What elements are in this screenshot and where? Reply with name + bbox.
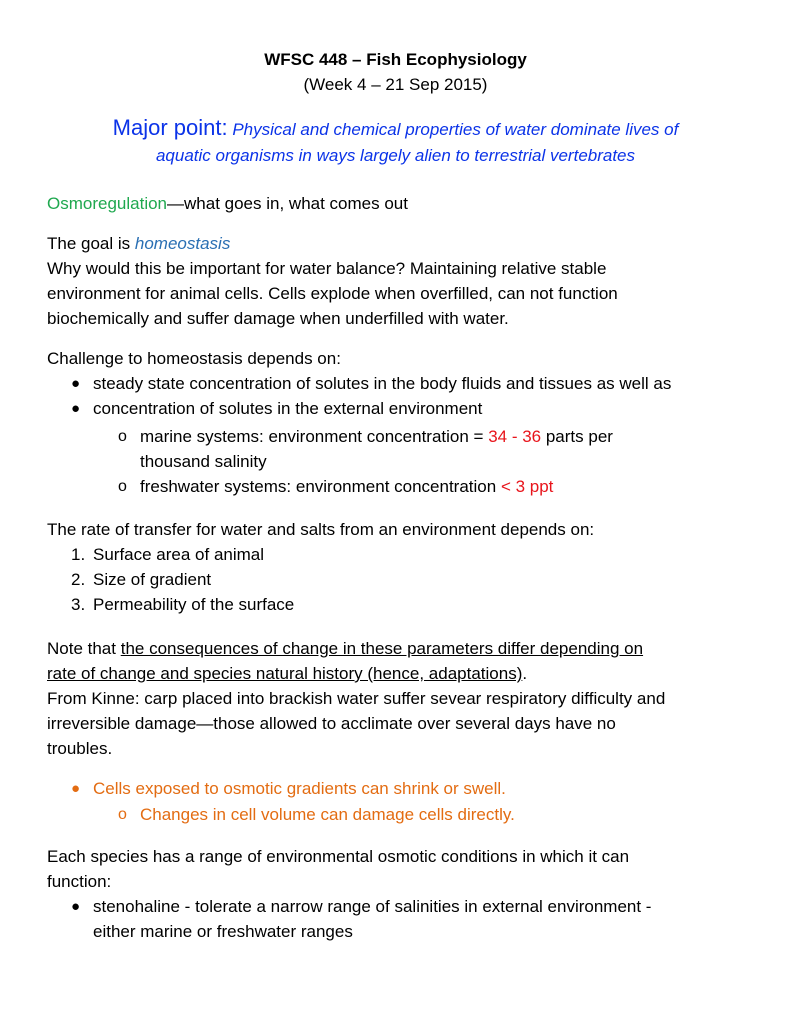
rate-item-3: Permeability of the surface: [93, 595, 295, 614]
species-paragraph-2: function:: [47, 872, 112, 891]
goal-paragraph-3: biochemically and suffer damage when underfilled with water.: [47, 309, 509, 328]
freshwater-value: < 3 ppt: [500, 477, 554, 496]
marine-text: marine systems: environment concentration =: [140, 427, 489, 446]
osmoregulation-rest: —what goes in, what comes out: [167, 194, 408, 213]
note-underlined-1: the consequences of change in these parameters differ depending on: [120, 639, 644, 658]
note-line-2: [47, 662, 527, 686]
challenge-heading: Challenge to homeostasis depends on:: [47, 349, 341, 368]
kinne-line-3: troubles.: [47, 739, 113, 758]
challenge-bullet-1: steady state concentration of solutes in the body fluids and tissues as well as: [93, 374, 672, 393]
marine-systems-line-2: thousand salinity: [140, 452, 267, 471]
sub-bullet-icon: o: [118, 428, 127, 445]
list-number: 3.: [71, 595, 86, 614]
document-title: WFSC 448 – Fish Ecophysiology: [264, 50, 527, 69]
marine-systems-line: [140, 425, 613, 449]
document-week: (Week 4 – 21 Sep 2015): [303, 75, 488, 94]
major-point-line2: aquatic organisms in ways largely alien to terrestrial vertebrates: [155, 146, 636, 165]
bullet-icon: ●: [71, 400, 81, 417]
goal-prefix: The goal is: [47, 234, 135, 253]
osmoregulation-line: [47, 192, 408, 216]
freshwater-text: freshwater systems: environment concentration: [140, 477, 501, 496]
freshwater-systems-line: [140, 475, 553, 499]
bullet-icon: ●: [71, 780, 81, 797]
stenohaline-line-1: stenohaline - tolerate a narrow range of salinities in external environment -: [93, 897, 652, 916]
bullet-icon: ●: [71, 375, 81, 392]
homeostasis-term: homeostasis: [134, 234, 231, 253]
cells-bullet: Cells exposed to osmotic gradients can shrink or swell.: [93, 779, 506, 798]
note-underlined-2: rate of change and species natural history (hence, adaptations): [47, 664, 523, 683]
kinne-line-1: From Kinne: carp placed into brackish water suffer sevear respiratory difficulty and: [47, 689, 666, 708]
rate-item-2: Size of gradient: [93, 570, 212, 589]
osmoregulation-term: Osmoregulation: [47, 194, 168, 213]
goal-paragraph-2: environment for animal cells. Cells explode when overfilled, can not function: [47, 284, 618, 303]
rate-item-1: Surface area of animal: [93, 545, 265, 564]
goal-paragraph-1: Why would this be important for water balance? Maintaining relative stable: [47, 259, 607, 278]
sub-bullet-icon: o: [118, 806, 127, 823]
list-number: 1.: [71, 545, 86, 564]
major-point-text1: Physical and chemical properties of water dominate lives of: [232, 120, 679, 139]
sub-bullet-icon: o: [118, 478, 127, 495]
cells-sub-bullet: Changes in cell volume can damage cells directly.: [140, 805, 515, 824]
note-prefix: Note that: [47, 639, 121, 658]
major-point-label: Major point:: [112, 115, 228, 140]
challenge-bullet-2: concentration of solutes in the external environment: [93, 399, 483, 418]
note-line-1: [47, 637, 643, 661]
note-period: .: [522, 664, 528, 683]
species-paragraph-1: Each species has a range of environmental osmotic conditions in which it can: [47, 847, 630, 866]
marine-value: 34 - 36: [488, 427, 542, 446]
bullet-icon: ●: [71, 898, 81, 915]
marine-unit: parts per: [541, 427, 613, 446]
goal-line: [47, 232, 230, 256]
rate-heading: The rate of transfer for water and salts from an environment depends on:: [47, 520, 595, 539]
list-number: 2.: [71, 570, 86, 589]
kinne-line-2: irreversible damage—those allowed to acclimate over several days have no: [47, 714, 616, 733]
major-point-line1: [0, 114, 791, 144]
stenohaline-line-2: either marine or freshwater ranges: [93, 922, 353, 941]
